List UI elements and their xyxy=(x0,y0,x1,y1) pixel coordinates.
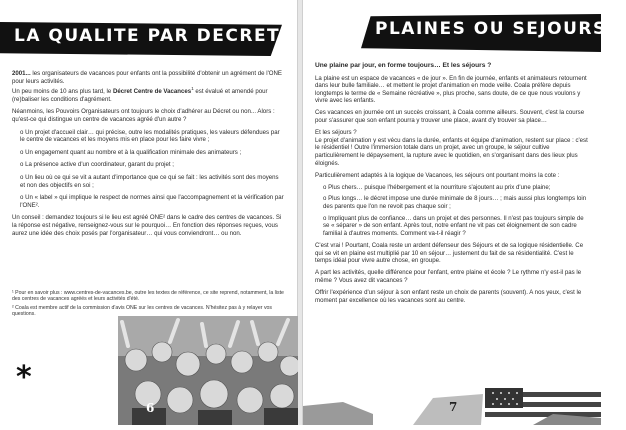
footnote-ref-1: 1 xyxy=(191,86,194,92)
right-subheading: Une plaine par jour, en forme toujours… Et les séjours ? xyxy=(315,62,492,69)
right-page-title: PLAINES OU SEJOURS ? xyxy=(375,19,626,39)
para-difference: A part les activités, quelle différence pour l'enfant, entre plaine et école ? Le rythme n'y est-il pas le même ? Vous avez dit vacances ? xyxy=(315,269,582,284)
footnote-2: ² Coala est membre actif de la commission d'avis ONE sur les centres de vacances. N'hésitez pas à y relayer vos questions. xyxy=(12,304,273,318)
para-offrir: Offrir l'expérience d'un séjour à son enfant reste un choix de parents (souvent). A nos yeux, c'est le moment par excellence où les vacances sont au centre. xyxy=(315,289,582,304)
criteria-list xyxy=(12,129,284,210)
sejour-reasons-list xyxy=(315,184,589,238)
right-page xyxy=(302,0,626,425)
reason-item: o Plus longs… le décret impose une durée minimale de 8 jours… ; mais aussi plus longtemps loin des parents que l'on ne revoit pas chaque soir ; xyxy=(323,195,587,210)
right-body xyxy=(315,62,589,309)
para-neanmoins: Néanmoins, les Pouvoirs Organisateurs ont toujours le choix d'adhérer au Décret ou non... Alors : qu'est-ce qui distingue un centre de vacances agréé d'un autre ? xyxy=(12,108,275,123)
left-page-number: 6 xyxy=(146,401,155,415)
para-plaine: La plaine est un espace de vacances « de jour ». En fin de journée, enfants et animateurs retournent dans leur bulle familiale… et mettent le projet d'animation en mode veille. Coala préfère depuis longtemps le terme de « Semaine récréative », plus proche, sans doute, de ce que nous voulons y vivre avec les enfants. xyxy=(315,74,587,105)
left-page-title: LA QUALITE PAR DECRET xyxy=(14,26,281,46)
reason-item: o Plus chers… puisque l'hébergement et la nourriture s'ajoutent au prix d'une plaine; xyxy=(323,183,551,191)
reason-item: o Impliquant plus de confiance… dans un projet et des personnes. Il n'est pas toujours simple de se « séparer » de son enfant. Après tout, notre enfant ne vit pas cet éloignement de son cadre familial à d'autres moments. Comment va-t-il réagir ? xyxy=(323,214,584,237)
criteria-item: o Un projet d'accueil clair… qui précise, outre les modalités pratiques, les valeurs défendues par le centre de vacances et les moyens mis en place pour les faire vivre ; xyxy=(20,128,280,144)
footnote-1: ¹ Pour en savoir plus : www.centres-de-vacances.be, outre les textes de référence, ce site reprend, notamment, la liste des centres de vacances agréés et leurs activités d'été. xyxy=(12,290,284,303)
intro-text: les organisateurs de vacances pour enfants ont la possibilité d'obtenir un agrément de l'ONE pour leurs activités. xyxy=(12,70,282,85)
intro2-a: Un peu moins de 10 ans plus tard, le xyxy=(12,88,113,96)
para-cote: Particulièrement adaptés à la logique de Vacances, les séjours ont pourtant moins la cote : xyxy=(315,172,560,180)
intro-year: 2001... xyxy=(12,70,31,77)
children-group-photo xyxy=(118,316,298,425)
para-conseil: Un conseil : demandez toujours si le lieu est agréé ONE² dans le cadre des centres de vacances. Si la réponse est négative, renseignez-vous sur le pourquoi… En fonction des réponses reçues, vous aurez une idée des choix posés par l'organisateur… qui vous conviendront… ou non. xyxy=(12,214,282,237)
para-succes: Ces vacances en journée ont un succès croissant, à Coala comme ailleurs. Souvent, c'est la course pour s'assurer que son enfant pourra y trouver une place, avant d'y trouver sa place… xyxy=(315,108,585,124)
intro2-b: est évalué et amendé pour (re)baliser les conditions d'agrément. xyxy=(12,88,268,103)
para-cest-vrai: C'est vrai ! Pourtant, Coala reste un ardent défenseur des Séjours et de sa logique résidentielle. Ce qui se vit en plaine est multiplié par 10 en séjour… justement du fait de sa résidentialité. C'est le temps idéal pour vivre autre chose, en groupe. xyxy=(315,242,584,265)
criteria-item: o Un engagement quant au nombre et à la qualification minimale des animateurs ; xyxy=(20,148,242,156)
left-page xyxy=(0,0,298,425)
criteria-item: o La présence active d'un coordinateur, garant du projet ; xyxy=(20,161,174,169)
para-sejours-head: Et les séjours ? xyxy=(315,129,357,137)
left-body xyxy=(12,70,284,242)
criteria-item: o Un lieu où ce qui se vit a autant d'importance que ce qui se fait : les activités sont des moyens et non des objectifs en soi ; xyxy=(20,173,279,189)
decret-name: Décret Centre de Vacances xyxy=(112,88,192,96)
right-page-number: 7 xyxy=(449,400,458,414)
para-sejours: Le projet d'animation y est vécu dans la durée, enfants et équipe d'animation, restent sur place : c'est le résidentiel ! Outre l'immersion totale dans un projet, avec un groupe, le séjour cultive particulièrement le dépaysement, la rupture avec le quotidien, en s'organisant dans des lieux plus éloignés. xyxy=(315,136,588,167)
criteria-item: o Un « label » qui implique le respect de normes ainsi que l'accompagnement et la vérification par l'ONE². xyxy=(20,194,284,209)
asterisk-decoration: * xyxy=(16,360,32,395)
